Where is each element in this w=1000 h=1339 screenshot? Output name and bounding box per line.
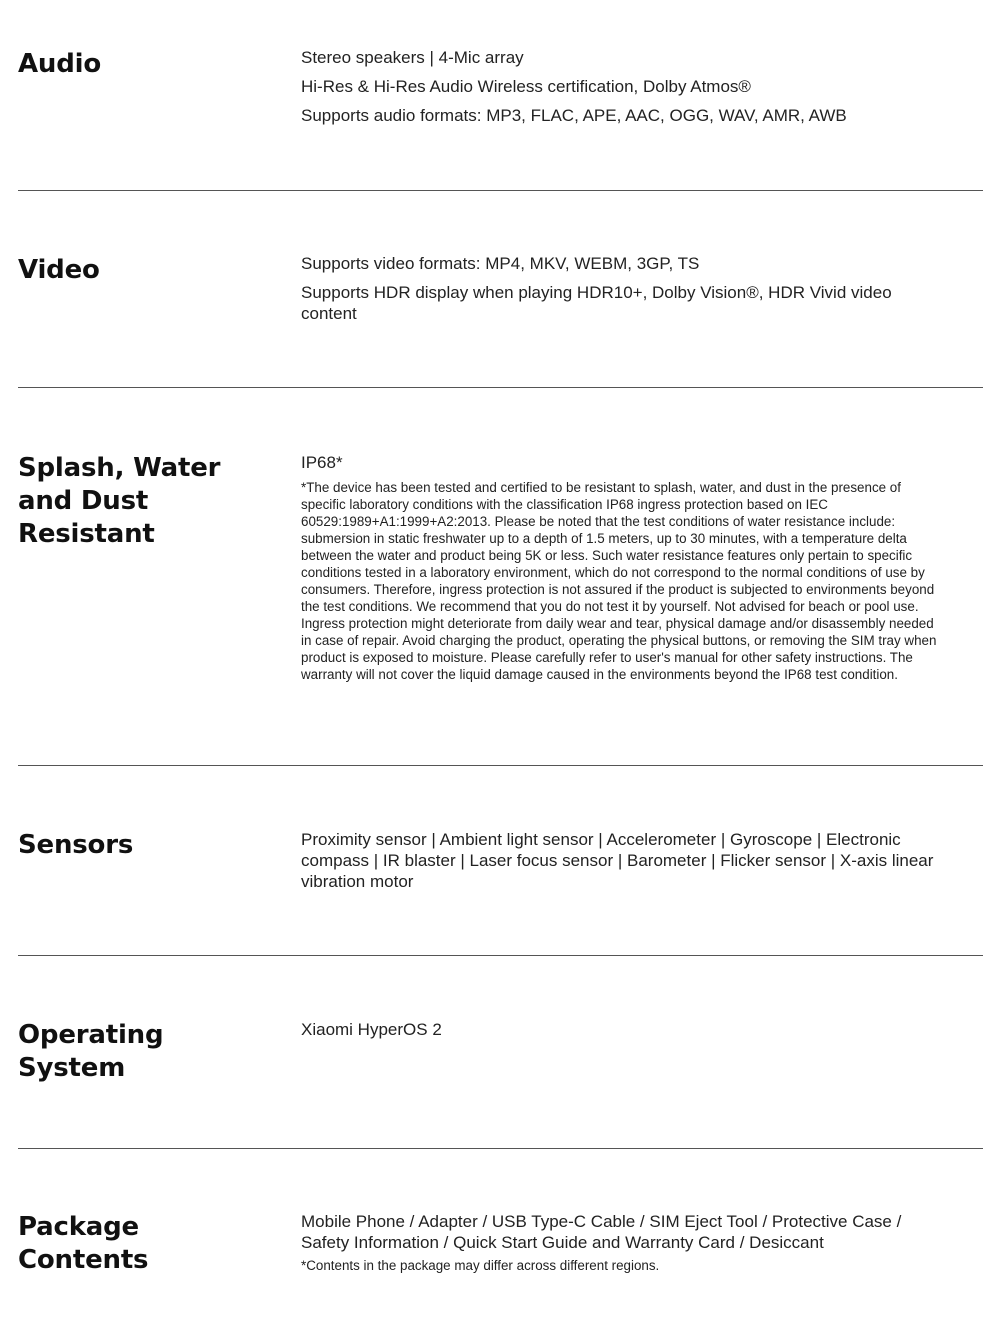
spec-row-package <box>18 1149 983 1339</box>
spec-row-video <box>18 191 983 388</box>
os-name: Xiaomi HyperOS 2 <box>301 1020 442 1039</box>
package-disclaimer: *Contents in the package may differ across different regions. <box>301 1258 660 1273</box>
spec-row-audio <box>18 0 983 191</box>
spec-title-water-resistance: Splash, Water and Dust Resistant <box>18 453 221 549</box>
spec-title-audio: Audio <box>18 49 102 79</box>
spec-title-os: Operating System <box>18 1020 164 1083</box>
spec-row-water-resistance <box>18 388 983 766</box>
spec-title-video: Video <box>18 255 100 285</box>
spec-row-os <box>18 956 983 1149</box>
ip-rating-disclaimer: *The device has been tested and certified to be resistant to splash, water, and dust in the presence of specific laboratory conditions with the classification IP68 ingress protection based on IEC 60529:1989+A1:1999+A2:2013. Please be noted that the test conditions of water resistance include: submersion in static freshwater up to a depth of 1.5 meters, up to 30 minutes, with a temperature delta between the water and product being 5K or less. Such water resistance features only pertain to specific conditions tested in a laboratory environment, which do not correspond to the normal conditions of use by consumers. Therefore, ingress protection is not assured if the product is subjected to environments beyond the test conditions. We recommend that you do not test it by yourself. Not advised for beach or pool use. Ingress protection might deteriorate from daily wear and tear, physical damage and/or disassembly needed in case of repair. Avoid charging the product, operating the physical buttons, or removing the SIM tray when product is exposed to moisture. Please carefully refer to user's manual for other safety instructions. The warranty will not cover the liquid damage caused in the environments beyond the IP68 test condition. <box>301 480 937 682</box>
package-list: Mobile Phone / Adapter / USB Type-C Cable / SIM Eject Tool / Protective Case / Safety Information / Quick Start Guide and Warranty Card / Desiccant <box>301 1212 902 1252</box>
sensor-list: Proximity sensor | Ambient light sensor | Accelerometer | Gyroscope | Electronic compass | IR blaster | Laser focus sensor | Barometer | Flicker sensor | X-axis linear vibration motor <box>301 830 934 891</box>
spec-line: Supports audio formats: MP3, FLAC, APE, AAC, OGG, WAV, AMR, AWB <box>301 106 847 125</box>
spec-line: Hi-Res & Hi-Res Audio Wireless certification, Dolby Atmos® <box>301 77 751 96</box>
ip-rating: IP68* <box>301 453 343 472</box>
spec-line: Supports HDR display when playing HDR10+, Dolby Vision®, HDR Vivid video content <box>301 283 892 323</box>
spec-list <box>18 0 983 1339</box>
spec-body-video <box>301 253 921 332</box>
spec-body-sensors <box>301 829 941 900</box>
spec-title-sensors: Sensors <box>18 830 134 860</box>
spec-row-sensors <box>18 766 983 956</box>
spec-body-os <box>301 1019 941 1048</box>
spec-title-package: Package Contents <box>18 1212 149 1275</box>
spec-line: Supports video formats: MP4, MKV, WEBM, 3GP, TS <box>301 254 700 273</box>
spec-body-package <box>301 1211 941 1274</box>
spec-body-water-resistance <box>301 452 941 683</box>
spec-body-audio <box>301 47 941 134</box>
spec-line: Stereo speakers | 4-Mic array <box>301 48 524 67</box>
